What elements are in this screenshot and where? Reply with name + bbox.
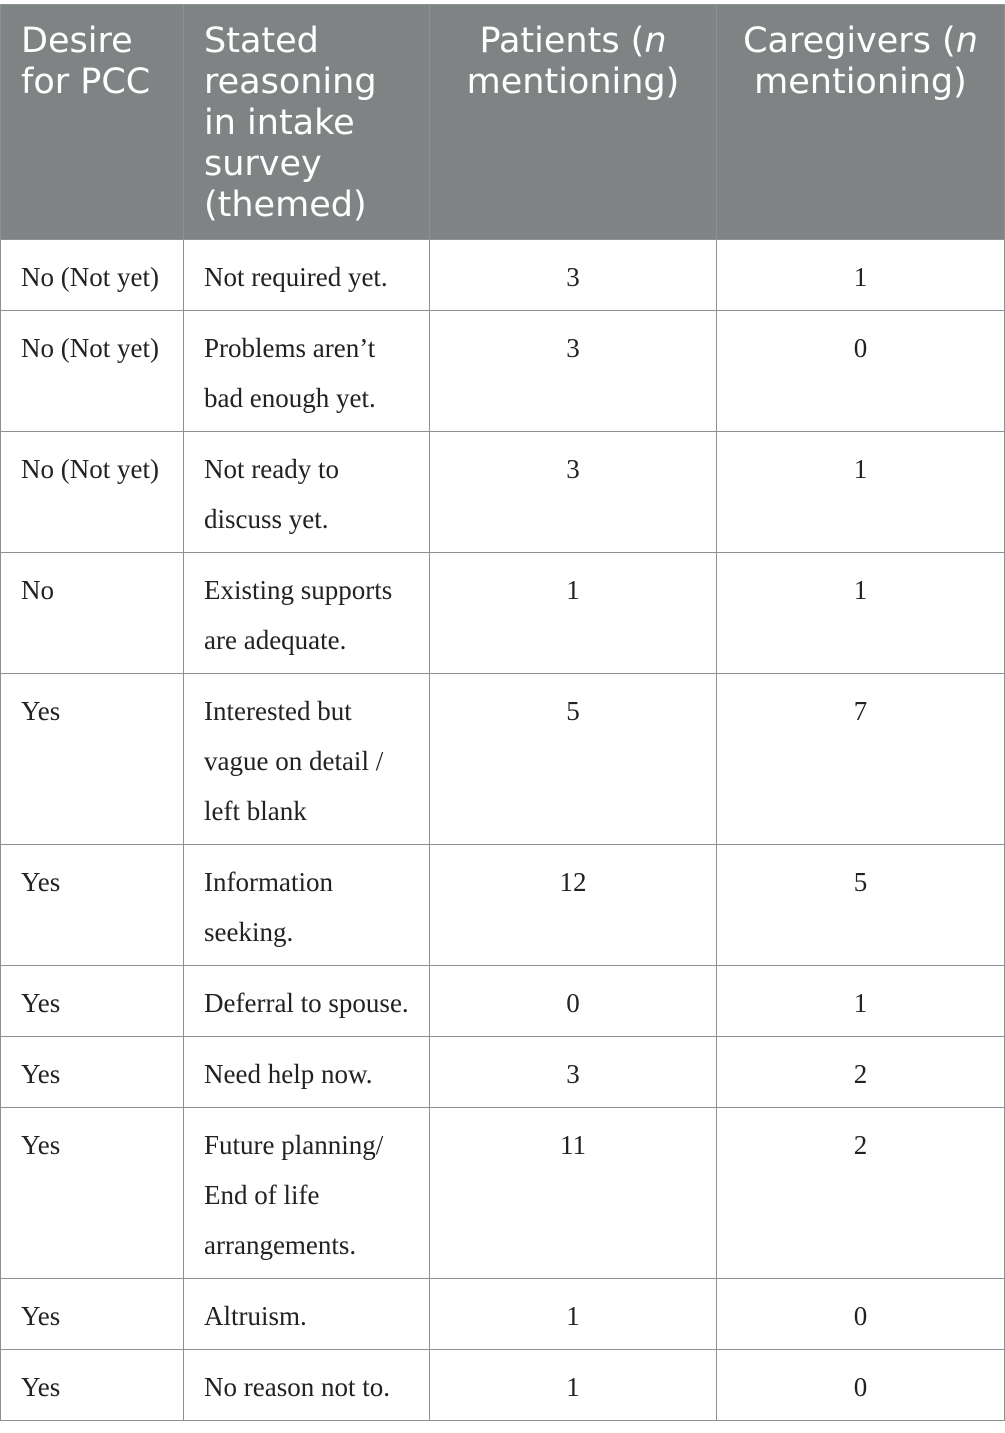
cell-desire: No (Not yet) xyxy=(1,240,184,311)
table-row xyxy=(1,1037,1005,1108)
table-row xyxy=(1,432,1005,553)
cell-reasoning: Need help now. xyxy=(184,1037,430,1108)
cell-desire: No xyxy=(1,553,184,674)
cell-caregivers: 2 xyxy=(717,1037,1005,1108)
cell-caregivers: 1 xyxy=(717,553,1005,674)
cell-patients: 11 xyxy=(430,1108,717,1279)
table-row xyxy=(1,311,1005,432)
cell-caregivers: 5 xyxy=(717,845,1005,966)
cell-patients: 1 xyxy=(430,1279,717,1350)
cell-reasoning: Information seeking. xyxy=(184,845,430,966)
cell-desire: Yes xyxy=(1,1037,184,1108)
table-row xyxy=(1,674,1005,845)
cell-patients: 3 xyxy=(430,432,717,553)
cell-desire: Yes xyxy=(1,1108,184,1279)
table-body xyxy=(1,240,1005,1421)
cell-reasoning: No reason not to. xyxy=(184,1350,430,1421)
cell-caregivers: 2 xyxy=(717,1108,1005,1279)
table-row xyxy=(1,1350,1005,1421)
cell-desire: Yes xyxy=(1,1279,184,1350)
cell-reasoning: Interested but vague on detail / left blank xyxy=(184,674,430,845)
table-row xyxy=(1,240,1005,311)
cell-caregivers: 0 xyxy=(717,1350,1005,1421)
cell-reasoning: Existing supports are adequate. xyxy=(184,553,430,674)
cell-desire: Yes xyxy=(1,674,184,845)
cell-reasoning: Not ready to discuss yet. xyxy=(184,432,430,553)
cell-desire: Yes xyxy=(1,1350,184,1421)
cell-caregivers: 1 xyxy=(717,966,1005,1037)
cell-reasoning: Future planning/ End of life arrangements. xyxy=(184,1108,430,1279)
header-caregivers-suffix: mentioning) xyxy=(754,62,967,102)
cell-patients: 3 xyxy=(430,1037,717,1108)
cell-caregivers: 1 xyxy=(717,432,1005,553)
cell-patients: 3 xyxy=(430,240,717,311)
header-desire: Desire for PCC xyxy=(1,5,184,240)
table-row xyxy=(1,1279,1005,1350)
cell-reasoning: Not required yet. xyxy=(184,240,430,311)
cell-patients: 1 xyxy=(430,553,717,674)
header-row xyxy=(1,5,1005,240)
header-patients xyxy=(430,5,717,240)
table-row xyxy=(1,553,1005,674)
cell-patients: 12 xyxy=(430,845,717,966)
cell-patients: 3 xyxy=(430,311,717,432)
header-caregivers-prefix: Caregivers ( xyxy=(743,21,956,61)
header-patients-n: n xyxy=(644,21,667,61)
table-header xyxy=(1,5,1005,240)
cell-caregivers: 1 xyxy=(717,240,1005,311)
cell-caregivers: 0 xyxy=(717,1279,1005,1350)
cell-desire: No (Not yet) xyxy=(1,432,184,553)
header-reasoning: Stated reasoning in intake survey (themed) xyxy=(184,5,430,240)
cell-patients: 0 xyxy=(430,966,717,1037)
cell-caregivers: 0 xyxy=(717,311,1005,432)
header-caregivers xyxy=(717,5,1005,240)
cell-caregivers: 7 xyxy=(717,674,1005,845)
header-caregivers-n: n xyxy=(955,21,978,61)
header-patients-prefix: Patients ( xyxy=(479,21,645,61)
cell-desire: Yes xyxy=(1,966,184,1037)
cell-patients: 1 xyxy=(430,1350,717,1421)
pcc-reasoning-table xyxy=(0,4,1005,1421)
cell-desire: No (Not yet) xyxy=(1,311,184,432)
cell-reasoning: Deferral to spouse. xyxy=(184,966,430,1037)
table-row xyxy=(1,1108,1005,1279)
cell-patients: 5 xyxy=(430,674,717,845)
table-row xyxy=(1,845,1005,966)
table-row xyxy=(1,966,1005,1037)
cell-reasoning: Altruism. xyxy=(184,1279,430,1350)
cell-reasoning: Problems aren’t bad enough yet. xyxy=(184,311,430,432)
cell-desire: Yes xyxy=(1,845,184,966)
header-patients-suffix: mentioning) xyxy=(466,62,680,102)
